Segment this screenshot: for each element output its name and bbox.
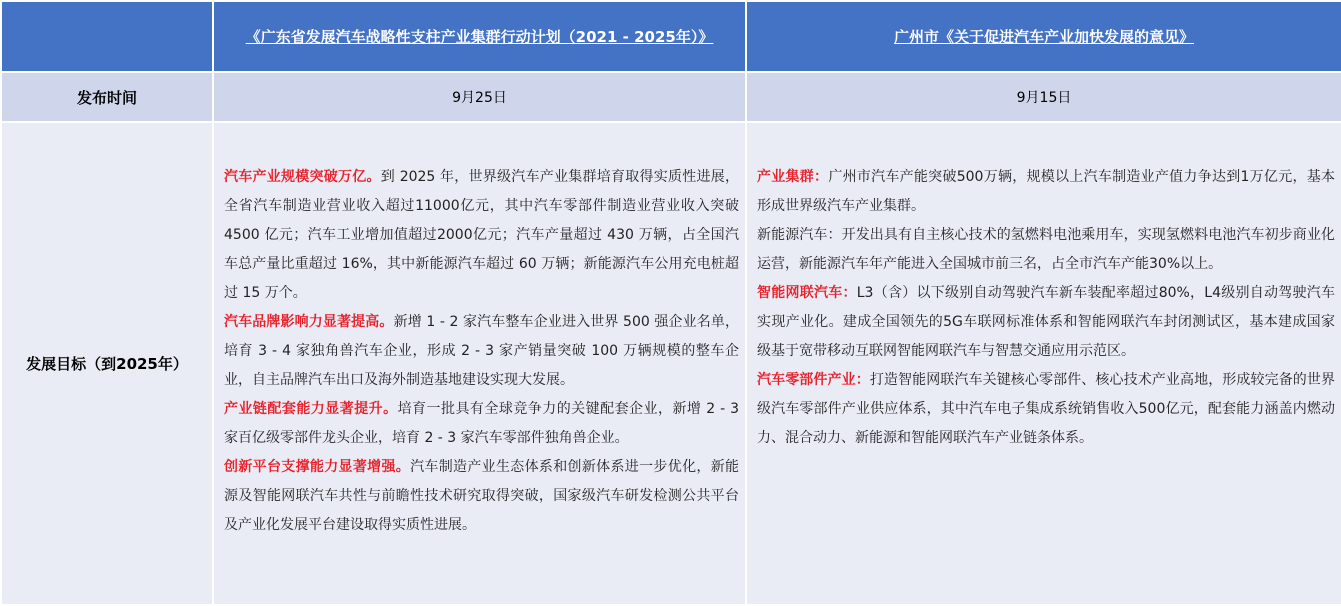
goal-item-heading: 汽车零部件产业： [757, 372, 870, 388]
goal-item [757, 163, 1335, 221]
goal-item-heading: 创新平台支撑能力显著增强。 [224, 459, 411, 475]
goal-item [224, 308, 739, 395]
goal-item [757, 366, 1335, 453]
release-date-row [1, 72, 1341, 122]
release-date-label: 发布时间 [1, 72, 213, 122]
goal-item-heading: 智能网联汽车： [757, 285, 857, 301]
goal-item-text: 新增 1 - 2 家汽车整车企业进入世界 500 强企业名单，培育 3 - 4 家独角兽汽车企业，形成 2 - 3 家产销量突破 100 万辆规模的整车企业，自主品牌汽车出口及海外制造基地建设实现大发展。 [224, 314, 740, 388]
goal-item-text: 汽车制造产业生态体系和创新体系进一步优化，新能源及智能网联汽车共性与前瞻性技术研究取得突破，国家级汽车研发检测公共平台及产业化发展平台建设取得实质性进展。 [224, 459, 740, 533]
goal-label: 发展目标（到2025年） [1, 122, 213, 605]
header-guangzhou-cell [746, 1, 1341, 72]
goal-item-heading: 汽车品牌影响力显著提高。 [224, 314, 394, 330]
goal-item-text: 广州市汽车产能突破500万辆，规模以上汽车制造业产值力争达到1万亿元，基本形成世界级汽车产业集群。 [757, 169, 1335, 214]
goal-row [1, 122, 1341, 605]
goal-guangzhou-text [747, 123, 1341, 453]
goal-item [757, 221, 1335, 279]
header-corner-cell [1, 1, 213, 72]
goal-item-heading: 产业集群： [757, 169, 829, 185]
goal-item-text: 到 2025 年，世界级汽车产业集群培育取得实质性进展，全省汽车制造业营业收入超过11000亿元，其中汽车零部件制造业营业收入突破 4500 亿元；汽车工业增加值超过2000亿元；汽车产量超过 430 万辆，占全国汽车总产量比重超过 16%，其中新能源汽车超过 60 万辆；新能源汽车公用充电桩超过 15 万个。 [224, 169, 740, 301]
goal-item-text: 培育一批具有全球竞争力的关键配套企业，新增 2 - 3 家百亿级零部件龙头企业，培育 2 - 3 家汽车零部件独角兽企业。 [224, 401, 739, 446]
goal-item [224, 453, 739, 540]
goal-guangdong-cell [213, 122, 746, 605]
guangdong-plan-title: 《广东省发展汽车战略性支柱产业集群行动计划（2021 - 2025年）》 [245, 28, 714, 46]
release-date-guangdong: 9月25日 [213, 72, 746, 122]
goal-item [757, 279, 1335, 366]
goal-item-heading: 汽车产业规模突破万亿。 [224, 169, 381, 185]
goal-item-text: 打造智能网联汽车关键核心零部件、核心技术产业高地，形成较完备的世界级汽车零部件产业供应体系，其中汽车电子集成系统销售收入500亿元，配套能力涵盖内燃动力、混合动力、新能源和智能网联汽车产业链条体系。 [757, 372, 1336, 446]
goal-item-text: 新能源汽车：开发出具有自主核心技术的氢燃料电池乘用车，实现氢燃料电池汽车初步商业化运营，新能源汽车年产能进入全国城市前三名，占全市汽车产能30%以上。 [757, 227, 1335, 272]
header-row [1, 1, 1341, 72]
goal-item-text: L3（含）以下级别自动驾驶汽车新车装配率超过80%，L4级别自动驾驶汽车实现产业化。建成全国领先的5G车联网标准体系和智能网联汽车封闭测试区，基本建成国家级基于宽带移动互联网智能网联汽车与智慧交通应用示范区。 [757, 285, 1336, 359]
goal-guangdong-text [214, 123, 745, 540]
goal-item [224, 395, 739, 453]
goal-item [224, 163, 739, 308]
release-date-guangzhou: 9月15日 [746, 72, 1341, 122]
goal-guangzhou-cell [746, 122, 1341, 605]
goal-item-heading: 产业链配套能力显著提升。 [224, 401, 398, 417]
header-guangdong-cell [213, 1, 746, 72]
guangzhou-opinion-title: 广州市《关于促进汽车产业加快发展的意见》 [893, 28, 1194, 46]
